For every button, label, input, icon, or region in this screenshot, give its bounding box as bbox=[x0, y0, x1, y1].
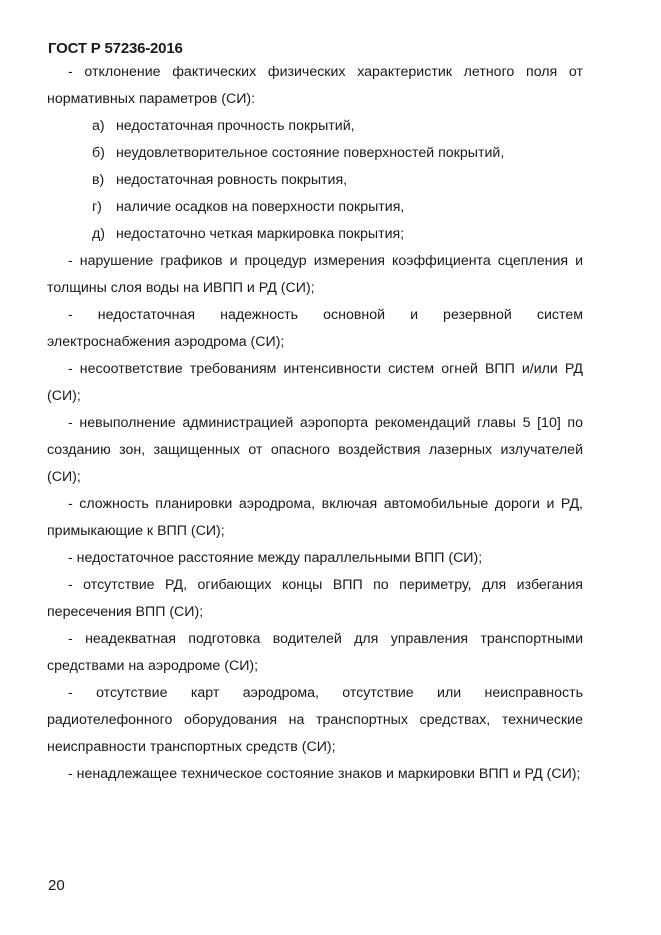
paragraph-5: - невыполнение администрацией аэропорта рекомендаций главы 5 [10] по созданию зон, защищенных от опасного воздействия лазерных излучателей (СИ); bbox=[47, 415, 583, 485]
page-number: 20 bbox=[48, 877, 65, 894]
subitem-text: недостаточная прочность покрытий, bbox=[115, 118, 355, 134]
subitem-a bbox=[47, 113, 583, 140]
subitem-marker: а) bbox=[92, 118, 105, 134]
subitem-text: недостаточная ровность покрытия, bbox=[115, 172, 348, 188]
paragraph-11: - ненадлежащее техническое состояние знаков и маркировки ВПП и РД (СИ); bbox=[68, 766, 581, 782]
document-body bbox=[47, 59, 583, 788]
paragraph-2: - нарушение графиков и процедур измерения коэффициента сцепления и толщины слоя воды на ИВПП и РД (СИ); bbox=[47, 253, 583, 296]
subitem-marker: д) bbox=[92, 226, 106, 242]
paragraph-8: - отсутствие РД, огибающих концы ВПП по периметру, для избегания пересечения ВПП (СИ); bbox=[47, 577, 583, 620]
subitem-marker: в) bbox=[92, 172, 105, 188]
subitem-b bbox=[47, 140, 583, 167]
subitem-list bbox=[47, 113, 583, 248]
subitem-v bbox=[47, 167, 583, 194]
subitem-g bbox=[47, 194, 583, 221]
standard-header: ГОСТ Р 57236-2016 bbox=[48, 40, 183, 57]
subitem-d bbox=[47, 221, 583, 248]
paragraph-1: - отклонение фактических физических характеристик летного поля от нормативных параметров (СИ): bbox=[47, 64, 583, 107]
paragraph-4: - несоответствие требованиям интенсивности систем огней ВПП и/или РД (СИ); bbox=[47, 361, 583, 404]
subitem-marker: б) bbox=[92, 145, 105, 161]
subitem-text: неудовлетворительное состояние поверхностей покрытий, bbox=[115, 145, 505, 161]
subitem-marker: г) bbox=[92, 199, 102, 215]
paragraph-9: - неадекватная подготовка водителей для управления транспортными средствами на аэродроме (СИ); bbox=[47, 631, 583, 674]
paragraph-10: - отсутствие карт аэродрома, отсутствие или неисправность радиотелефонного оборудования на транспортных средствах, технические неисправности транспортных средств (СИ); bbox=[47, 685, 583, 755]
paragraph-6: - сложность планировки аэродрома, включая автомобильные дороги и РД, примыкающие к ВПП (СИ); bbox=[47, 496, 583, 539]
paragraph-3: - недостаточная надежность основной и резервной систем электроснабжения аэродрома (СИ); bbox=[47, 307, 583, 350]
subitem-text: недостаточно четкая маркировка покрытия; bbox=[115, 226, 405, 242]
paragraph-7: - недостаточное расстояние между параллельными ВПП (СИ); bbox=[68, 550, 483, 566]
subitem-text: наличие осадков на поверхности покрытия, bbox=[115, 199, 405, 215]
